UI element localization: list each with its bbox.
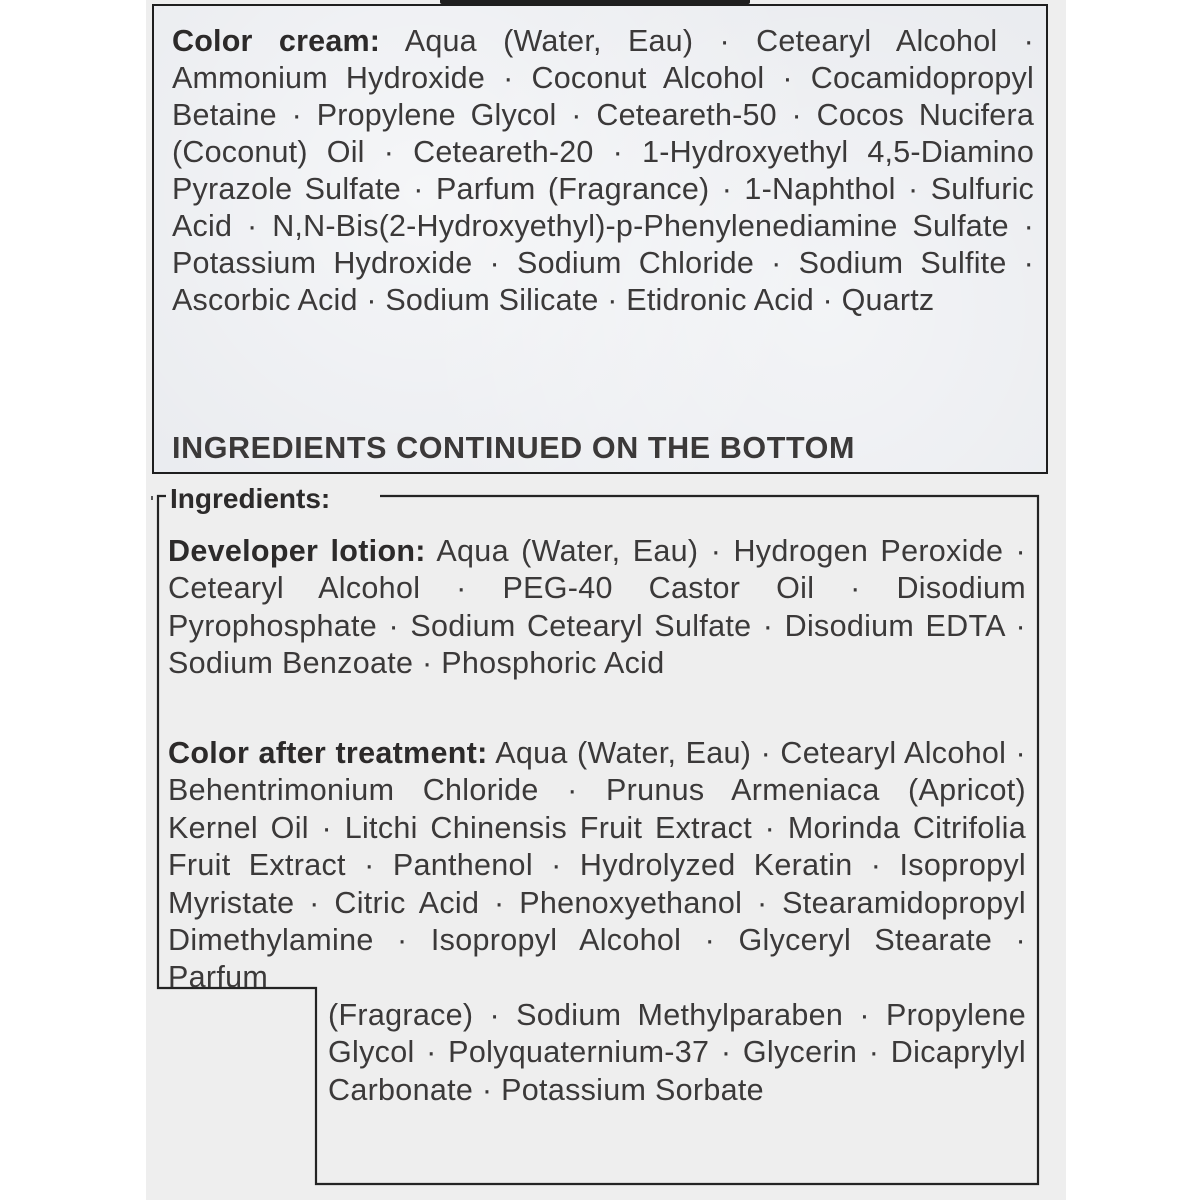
color-after-treatment-label: Color after treatment: <box>168 736 488 770</box>
color-cream-text: Aqua (Water, Eau) · Cetearyl Alcohol · Ammonium Hydroxide · Coconut Alcohol · Cocamidopropyl Betaine · Propylene Glycol · Ceteareth-50 · Cocos Nucifera (Coconut) Oil · Ceteareth-20 · 1-Hydroxyethyl 4,5-Diamino Pyrazole Sulfate · Parfum (Fragrance) · 1-Naphthol · Sulfuric Acid · N,N-Bis(2-Hydroxyethyl)-p-Phenylenediamine Sulfate · Potassium Hydroxide · Sodium Chloride · Sodium Sulfite · Ascorbic Acid · Sodium Silicate · Etidronic Acid · Quartz <box>172 24 1034 317</box>
color-cream-label: Color cream: <box>172 24 381 58</box>
color-after-treatment-text-continued: (Fragrace) · Sodium Methylparaben · Propylene Glycol · Polyquaternium-37 · Glycerin · Dicaprylyl Carbonate · Potassium Sorbate <box>328 997 1026 1107</box>
color-after-treatment-text: Aqua (Water, Eau) · Cetearyl Alcohol · Behentrimonium Chloride · Prunus Armeniaca (Apricot) Kernel Oil · Litchi Chinensis Fruit Extract · Morinda Citrifolia Fruit Extract · Panthenol · Hydrolyzed Keratin · Isopropyl Myristate · Citric Acid · Phenoxyethanol · Stearamidopropyl Dimethylamine · Isopropyl Alcohol · Glyceryl Stearate · Parfum <box>168 736 1026 995</box>
developer-lotion-ingredients <box>168 533 1026 683</box>
color-after-treatment-ingredients <box>168 735 1026 1109</box>
developer-lotion-text: Aqua (Water, Eau) · Hydrogen Peroxide · Cetearyl Alcohol · PEG-40 Castor Oil · Disodium Pyrophosphate · Sodium Cetearyl Sulfate · Disodium EDTA · Sodium Benzoate · Phosphoric Acid <box>168 534 1026 681</box>
developer-lotion-label: Developer lotion: <box>168 534 426 568</box>
ingredients-heading: Ingredients: <box>168 482 336 516</box>
continued-notice: INGREDIENTS CONTINUED ON THE BOTTOM <box>172 431 855 465</box>
